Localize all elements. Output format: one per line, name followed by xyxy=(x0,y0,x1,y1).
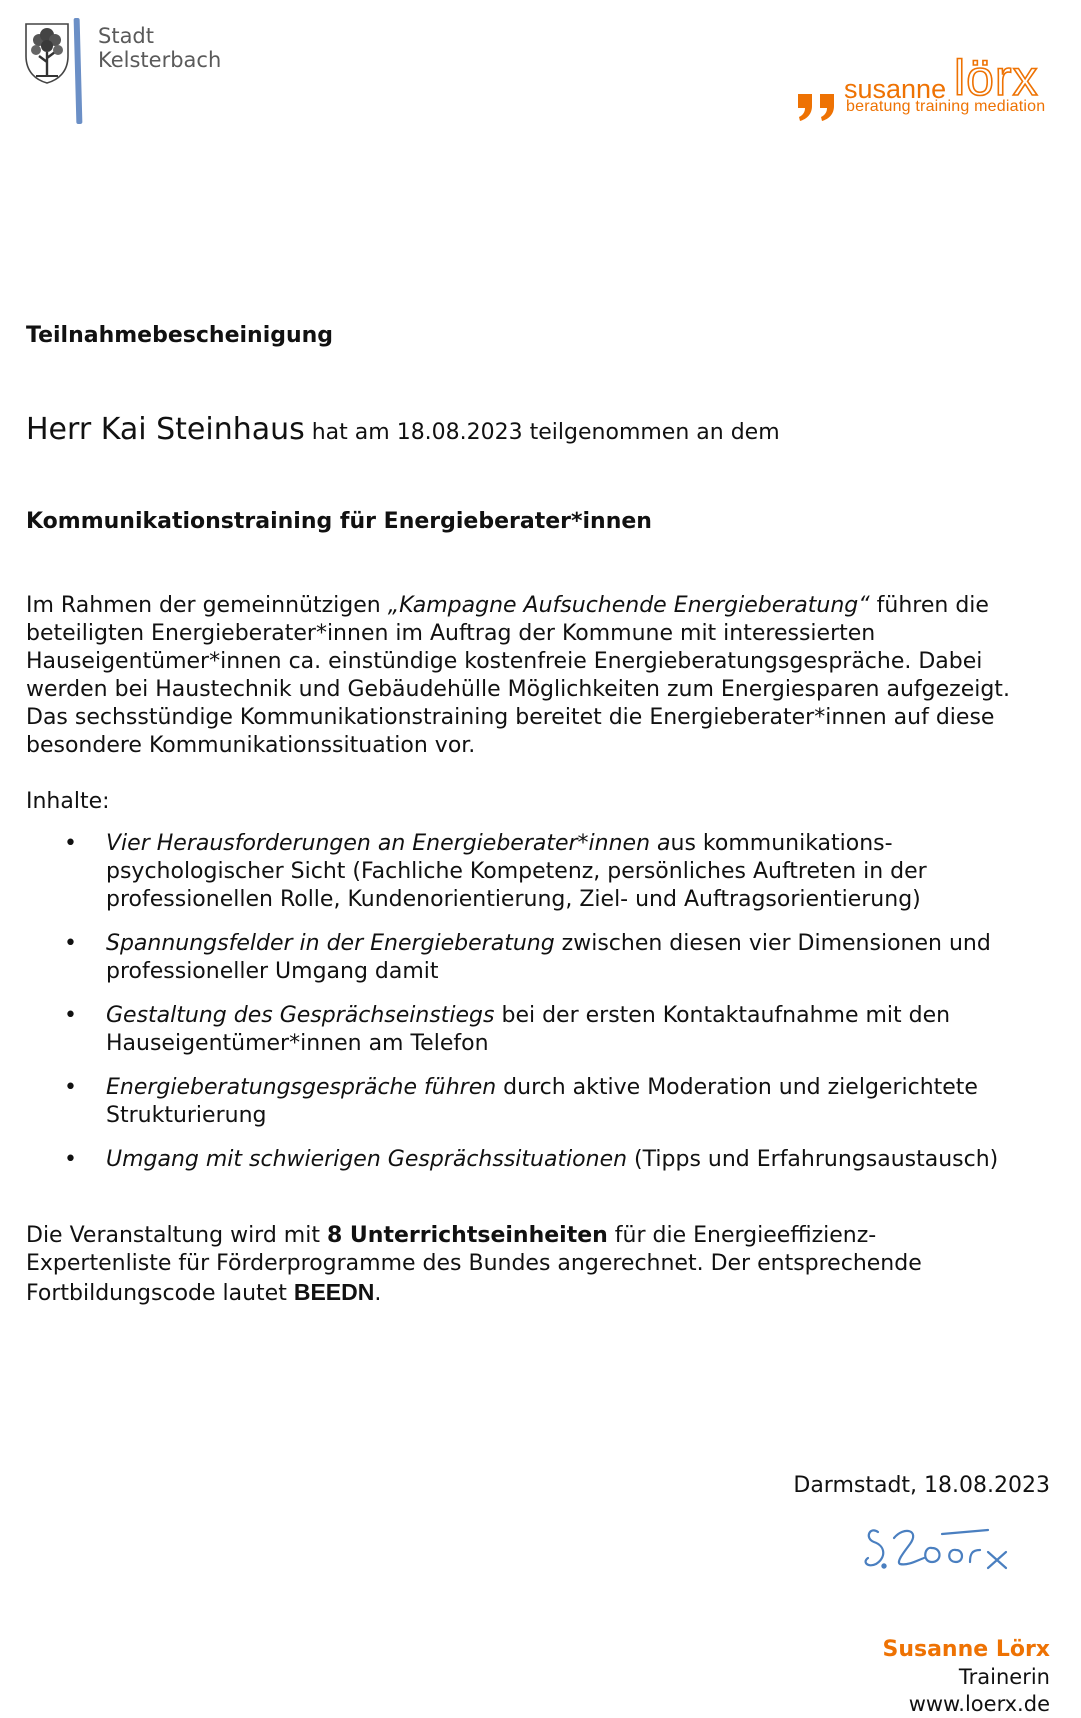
intro-text: Hauseigentümer*innen ca. einstündige kostenfreie Energieberatungsgespräche. Dabei xyxy=(26,649,983,674)
list-item xyxy=(64,830,1054,914)
signer-role: Trainerin xyxy=(958,1665,1050,1689)
list-item xyxy=(64,1146,1054,1174)
oak-tree-crest-icon xyxy=(24,22,70,84)
campaign-name: „Kampagne Aufsuchende Energieberatung“ xyxy=(387,593,870,618)
list-item xyxy=(64,1074,1054,1130)
recipient-name: Herr Kai Steinhaus xyxy=(26,412,305,447)
intro-text: Das sechsstündige Kommunikationstraining bereitet die Energieberater*innen auf diese xyxy=(26,705,995,730)
closing-text: . xyxy=(374,1281,382,1306)
list-item-emphasis: Umgang mit schwierigen Gesprächssituationen xyxy=(106,1147,628,1172)
logo-tagline: beratung training mediation xyxy=(846,98,1046,115)
place-date: Darmstadt, 18.08.2023 xyxy=(793,1473,1050,1498)
contents-label: Inhalte: xyxy=(26,789,110,814)
quotation-mark-icon xyxy=(796,92,842,122)
city-name-line2: Kelsterbach xyxy=(98,48,222,72)
intro-text: beteiligten Energieberater*innen im Auftrag der Kommune mit interessierten xyxy=(26,621,876,646)
list-item-text: (Tipps und Erfahrungsaustausch) xyxy=(627,1147,999,1172)
document-title: Teilnahmebescheinigung xyxy=(26,323,334,348)
list-item-text: durch aktive Moderation und zielgerichtete xyxy=(496,1075,978,1100)
recipient-suffix: hat am 18.08.2023 teilgenommen an dem xyxy=(304,420,780,445)
list-item-emphasis: Vier Herausforderungen an Energieberater*innen a xyxy=(106,831,671,856)
course-title: Kommunikationstraining für Energieberater*innen xyxy=(26,509,652,534)
list-item-text: psychologischer Sicht (Fachliche Kompetenz, persönliches Auftreten in der xyxy=(106,859,927,884)
signer-website[interactable]: www.loerx.de xyxy=(908,1692,1050,1716)
bullet-icon: • xyxy=(64,1075,77,1100)
list-item-text: professioneller Umgang damit xyxy=(106,959,439,984)
list-item-emphasis: Gestaltung des Gesprächseinstiegs xyxy=(106,1003,495,1028)
city-name-line1: Stadt xyxy=(98,24,154,48)
city-accent-bar xyxy=(74,18,83,124)
training-code: BEEDN xyxy=(293,1279,375,1305)
list-item-text: professionellen Rolle, Kundenorientierung, Ziel- und Auftragsorientierung) xyxy=(106,887,921,912)
list-item xyxy=(64,1002,1054,1058)
bullet-icon: • xyxy=(64,1147,77,1172)
logo-brand: lörx xyxy=(954,50,1039,106)
signer-name: Susanne Lörx xyxy=(882,1637,1050,1662)
bullet-icon: • xyxy=(64,931,77,956)
contents-list xyxy=(64,830,1054,1190)
bullet-icon: • xyxy=(64,831,77,856)
closing-text: Expertenliste für Förderprogramme des Bundes angerechnet. Der entsprechende xyxy=(26,1251,922,1276)
list-item-text: bei der ersten Kontaktaufnahme mit den xyxy=(494,1003,951,1028)
recipient-line xyxy=(26,412,780,447)
units-count: 8 Unterrichtseinheiten xyxy=(326,1223,608,1248)
closing-paragraph xyxy=(26,1222,1056,1306)
intro-text: werden bei Haustechnik und Gebäudehülle Möglichkeiten zum Energiesparen aufgezeigt. xyxy=(26,677,1010,702)
list-item-text: Strukturierung xyxy=(106,1103,267,1128)
closing-text: für die Energieeffizienz- xyxy=(607,1223,877,1248)
logo-name: susanne xyxy=(844,74,947,104)
closing-text: Die Veranstaltung wird mit xyxy=(26,1223,327,1248)
list-item-text: Hauseigentümer*innen am Telefon xyxy=(106,1031,489,1056)
list-item-emphasis: Energieberatungsgespräche führen xyxy=(106,1075,497,1100)
list-item-emphasis: Spannungsfelder in der Energieberatung xyxy=(106,931,555,956)
list-item-text: us kommunikations- xyxy=(670,831,893,856)
list-item xyxy=(64,930,1054,986)
handwritten-signature xyxy=(860,1518,1026,1582)
intro-paragraph xyxy=(26,592,1056,760)
bullet-icon: • xyxy=(64,1003,77,1028)
intro-text: führen die xyxy=(869,593,989,618)
closing-text: Fortbildungscode lautet xyxy=(26,1281,294,1306)
intro-text: Im Rahmen der gemeinnützigen xyxy=(26,593,388,618)
list-item-text: zwischen diesen vier Dimensionen und xyxy=(554,931,991,956)
intro-text: besondere Kommunikationssituation vor. xyxy=(26,733,476,758)
